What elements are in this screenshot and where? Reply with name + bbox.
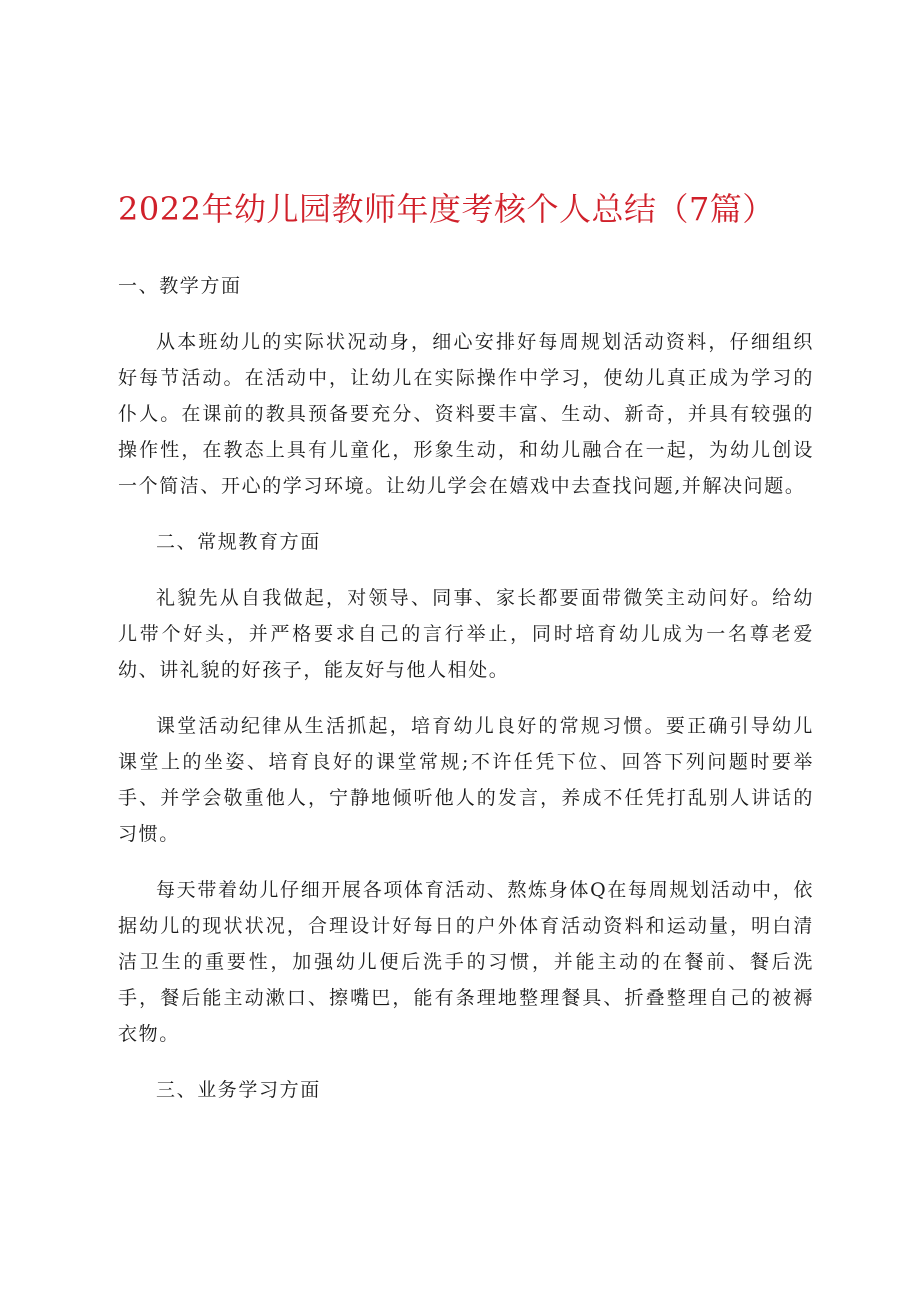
paragraph-politeness: 礼貌先从自我做起，对领导、同事、家长都要面带微笑主动问好。给幼儿带个好头，并严格要求自己的言行举止，同时培育幼儿成为一名尊老爱幼、讲礼貌的好孩子，能友好与他人相处。 xyxy=(118,587,814,681)
section-heading-study: 三、业务学习方面 xyxy=(156,1079,321,1101)
document-title: 2022年幼儿园教师年度考核个人总结（7篇） xyxy=(118,190,775,228)
paragraph-exercise: 每天带着幼儿仔细开展各项体育活动、熬炼身体Q在每周规划活动中，依据幼儿的现状状况，合理设计好每日的户外体育活动资料和运动量，明白清洁卫生的重要性，加强幼儿便后洗手的习惯，并能主动的在餐前、餐后洗手，餐后能主动漱口、擦嘴巴，能有条理地整理餐具、折叠整理自己的被褥衣物。 xyxy=(118,879,814,1045)
section-heading-teaching: 一、教学方面 xyxy=(118,275,242,297)
paragraph-teaching: 从本班幼儿的实际状况动身，细心安排好每周规划活动资料，仔细组织好每节活动。在活动中，让幼儿在实际操作中学习，使幼儿真正成为学习的仆人。在课前的教具预备要充分、资料要丰富、生动、新奇，并具有较强的操作性，在教态上具有儿童化，形象生动，和幼儿融合在一起，为幼儿创设一个简洁、开心的学习环境。让幼儿学会在嬉戏中去查找问题,并解决问题。 xyxy=(118,331,814,497)
document-body xyxy=(118,268,814,1128)
paragraph-discipline: 课堂活动纪律从生活抓起，培育幼儿良好的常规习惯。要正确引导幼儿课堂上的坐姿、培育良好的课堂常规;不许任凭下位、回答下列问题时要举手、并学会敬重他人，宁静地倾听他人的发言，养成不任凭打乱别人讲话的习惯。 xyxy=(118,715,814,845)
section-heading-routine: 二、常规教育方面 xyxy=(156,531,321,553)
